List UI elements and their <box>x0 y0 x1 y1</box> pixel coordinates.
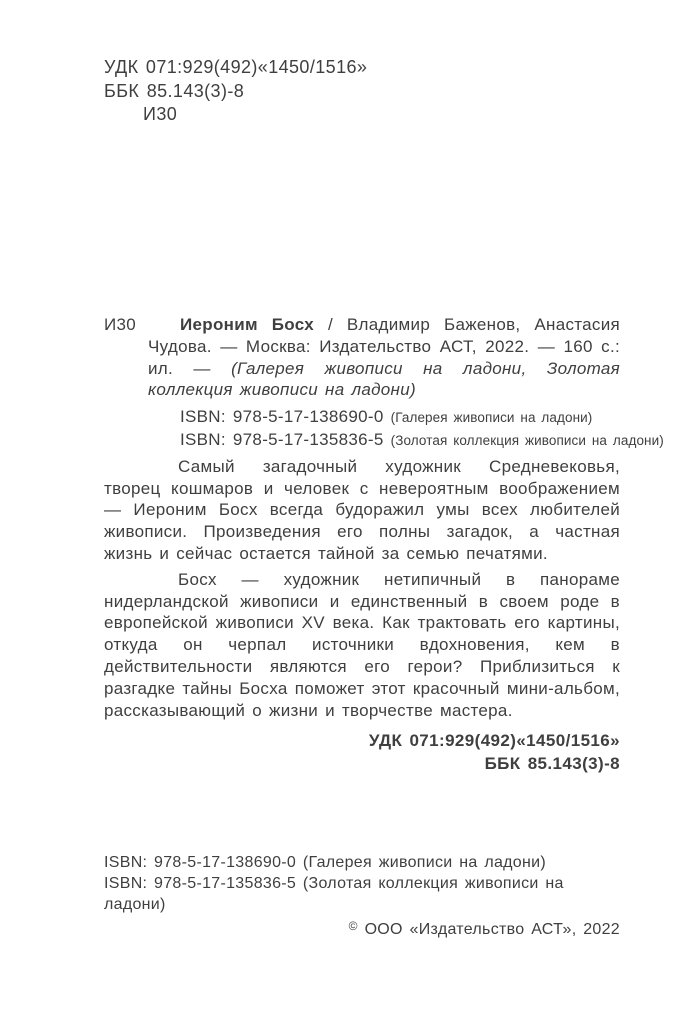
footer-block <box>104 852 620 940</box>
udk-top: УДК 071:929(492)«1450/1516» <box>104 57 368 77</box>
main-column <box>104 314 664 775</box>
isbn-number-1: ISBN: 978-5-17-138690-0 <box>180 407 384 427</box>
annotation-paragraph-2: Босх — художник нетипичный в панораме нидерландской живописи и единственный в своем роде в европейской живописи XV века. Как трактовать его картины, откуда он черпал источники вдохновения, кем в действительности являются его герои? Приблизиться к разгадке тайны Босха поможет этот красочный мини-альбом, рассказывающий о жизни и творчестве мастера. <box>104 569 620 720</box>
author-sign-top: И30 <box>143 104 178 124</box>
footer-isbn-1: ISBN: 978-5-17-138690-0 (Галерея живописи на ладони) <box>104 854 546 871</box>
isbn-series-2: (Золотая коллекция живописи на ладони) <box>390 432 664 448</box>
udk-bottom: УДК 071:929(492)«1450/1516» <box>368 731 620 751</box>
catalog-entry <box>104 314 620 401</box>
annotation-paragraph-1: Самый загадочный художник Средневековья, творец кошмаров и человек с невероятным воображением — Иероним Босх всегда будоражил умы всех любителей живописи. Произведения его полны загадок, а частная жизнь и сейчас остается тайной за семью печатями. <box>104 456 620 563</box>
isbn-number-2: ISBN: 978-5-17-135836-5 <box>180 429 384 449</box>
copyright-text: ООО «Издательство АСТ», 2022 <box>364 921 620 938</box>
copyright-symbol: © <box>348 919 358 933</box>
series-names: (Галерея живописи на ладони, Золотая коллекция живописи на ладони) <box>148 358 620 400</box>
author-sign-entry: И30 <box>104 315 137 334</box>
isbn-line-2 <box>180 429 664 452</box>
isbn-series-1: (Галерея живописи на ладони) <box>390 410 593 426</box>
isbn-block <box>180 406 664 452</box>
copyright-line <box>104 916 620 940</box>
book-title: Иероним Босх <box>180 315 315 334</box>
classification-top-block <box>104 56 367 127</box>
catalog-entry-text <box>104 314 620 401</box>
classification-bottom-block <box>104 729 620 775</box>
isbn-line-1 <box>180 406 620 429</box>
bbk-bottom: ББК 85.143(3)-8 <box>484 754 620 774</box>
bbk-top: ББК 85.143(3)-8 <box>104 80 245 101</box>
footer-isbn-2: ISBN: 978-5-17-135836-5 (Золотая коллекция живописи на ладони) <box>104 875 564 913</box>
entry-details: / Владимир Баженов, Анастасия Чудова. — Москва: Издательство АСТ, 2022. — 160 с.: ил. — <box>148 315 620 378</box>
